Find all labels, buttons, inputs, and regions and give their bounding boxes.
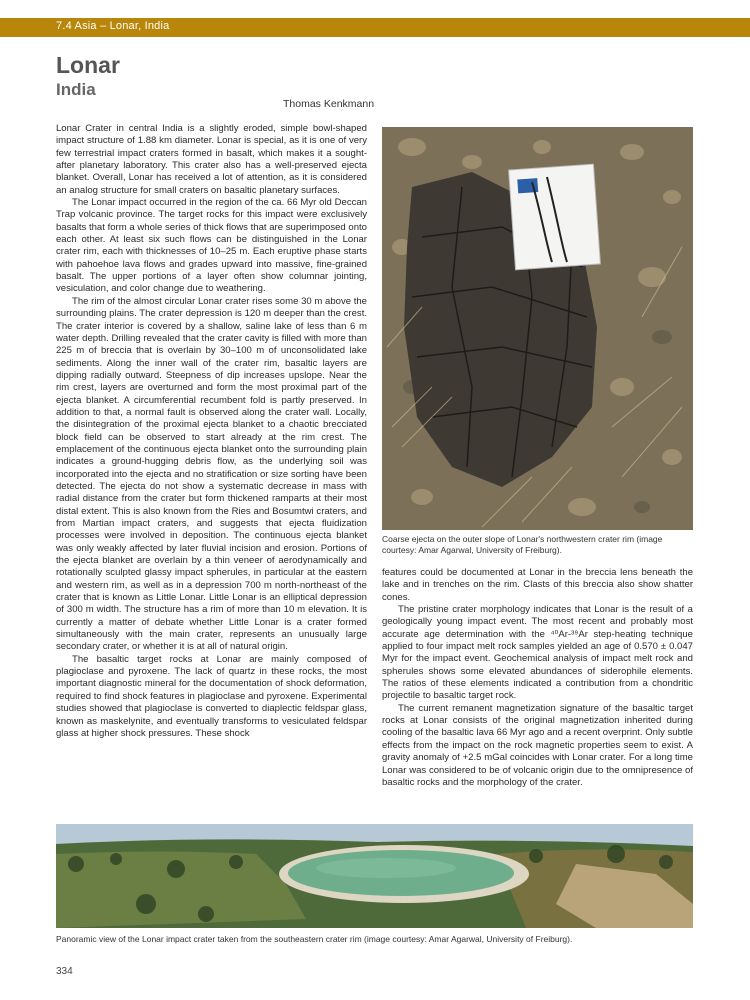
paragraph: The basaltic target rocks at Lonar are mainly composed of plagioclase and pyroxene. The lack of quartz in these rocks, the most important diagnostic mineral for the documentation of shock deformation, required to find shock features in plagioclase and pyroxene. Experimental studies showed that plagioclase is converted to diaplectic feldspar glass, known as maskelynite, and eventually transforms to vesiculated feldspar glass at higher shock pressures. These shock <box>56 653 367 739</box>
section-header: 7.4 Asia – Lonar, India <box>56 20 170 32</box>
ejecta-photo <box>382 127 693 530</box>
paragraph: features could be documented at Lonar in the breccia lens beneath the lake and in trenches on the rim. Clasts of this breccia also show shatter cones. <box>382 567 693 603</box>
page-number: 334 <box>56 966 73 977</box>
panorama-photo-caption: Panoramic view of the Lonar impact crater taken from the southeastern crater rim (image courtesy: Amar Agarwal, University of Freiburg). <box>56 934 573 944</box>
section-header-bar <box>0 18 750 37</box>
paragraph: Lonar Crater in central India is a slightly eroded, simple bowl-shaped impact structure of 1.88 km diameter. Lonar is special, as it is one of very few terrestrial impact craters formed in basalt, which makes it a sought-after planetary laboratory. This crater also has a well-preserved ejecta blanket. Overall, Lonar has received a lot of attention, as it is considered an analog structure for small craters on basaltic planetary surfaces. <box>56 123 367 196</box>
page-title: Lonar <box>56 52 120 78</box>
page-subtitle: India <box>56 80 96 99</box>
ejecta-photo-caption: Coarse ejecta on the outer slope of Lonar's northwestern crater rim (image courtesy: Amar Agarwal, University of Freiburg). <box>382 534 663 555</box>
body-text-left-column <box>56 123 367 740</box>
crater-panorama-photo <box>56 824 693 928</box>
paragraph: The current remanent magnetization signature of the basaltic target rocks at Lonar consists of the original magnetization inherited during cooling of the basaltic lava 66 Myr ago and a recent overprint. Only subtle effects from the impact on the rock magnetic properties seem to exist. A gravity anomaly of +2.5 mGal coincides with Lonar crater. For a long time Lonar was considered to be of volcanic origin due to the omnipresence of basaltic rocks and the morphology of the crater. <box>382 702 693 788</box>
paragraph: The pristine crater morphology indicates that Lonar is the result of a geologically young impact event. The most recent and probably most accurate age determination with the ⁴⁰Ar-³⁹Ar step-heating technique applied to four impact melt rock samples yielded an age of 0.570 ± 0.047 Myr for the impact event. Geochemical analysis of impact melt rock and spherules shows some elevated abundances of siderophile elements. The ratios of these elements indicated a contribution from a chondritic projectile to basaltic target rock. <box>382 604 693 702</box>
author-name: Thomas Kenkmann <box>283 98 375 110</box>
body-text-right-column <box>382 567 693 789</box>
paragraph: The rim of the almost circular Lonar crater rises some 30 m above the surrounding plains. The crater depression is 120 m deeper than the crest. The crater interior is covered by a shallow, saline lake of less than 6 m water depth. Drilling revealed that the crater cavity is filled with more than 225 m of breccia that is overlain by 30–100 m of unconsolidated lake sediments. Along the inner wall of the crater rim, basaltic layers are dipping radially outward. Steepness of dip increases upslope. Near the rim crest, layers are overturned and form the most proximal part of the ejecta blanket. A circumferential recumbent fold is partly preserved. In addition to that, a normal fault is observed along the crater wall. Locally, the disintegration of the proximal ejecta blanket to a chaotic brecciated block field can be observed to start already at the rim crest. The emplacement of the continuous ejecta blanket onto the surrounding plain indicates a ground-hugging debris flow, as the underlying soil was incorporated into the ejecta and no stratification or size sorting have been detected. The ejecta do not show a systematic decrease in mass with radial distance from the crater but form thickened ramparts at their most distal extent. This is also known from the Ries and Bosumtwi craters, and from Martian impact craters, and suggests that ejecta fluidization processes were involved in deposition. The continuous ejecta blanket was only weakly affected by later fluvial incision and erosion. Portions of the ejecta blanket are overlain by a thin veneer of aerodynamically and rotationally sculpted glassy impact spherules, in particular at the eastern and western rim, as well as in a depression 700 m north-northeast of the crater that is known as Little Lonar. Little Lonar is an elliptical depression of 300 m width. The structure has a rim of more than 10 m elevation. It is currently a matter of debate whether Little Lonar is a crater formed simultaneously with the main crater, represents an unusually large secondary crater, or whether it is at all of natural origin. <box>56 295 367 653</box>
paragraph: The Lonar impact occurred in the region of the ca. 66 Myr old Deccan Trap volcanic province. The target rocks for this impact were exclusively basalts that form a whole series of thick flows that are superimposed onto each other. At least six such flows can be distinguished in the Lonar crater rim, each with thicknesses of 10–25 m. Each eruptive phase starts with pahoehoe lava flows and grades upward into massive, fine-grained basalt. The upper portions of a layer often show columnar jointing, vesiculation, and color change due to weathering. <box>56 197 367 295</box>
